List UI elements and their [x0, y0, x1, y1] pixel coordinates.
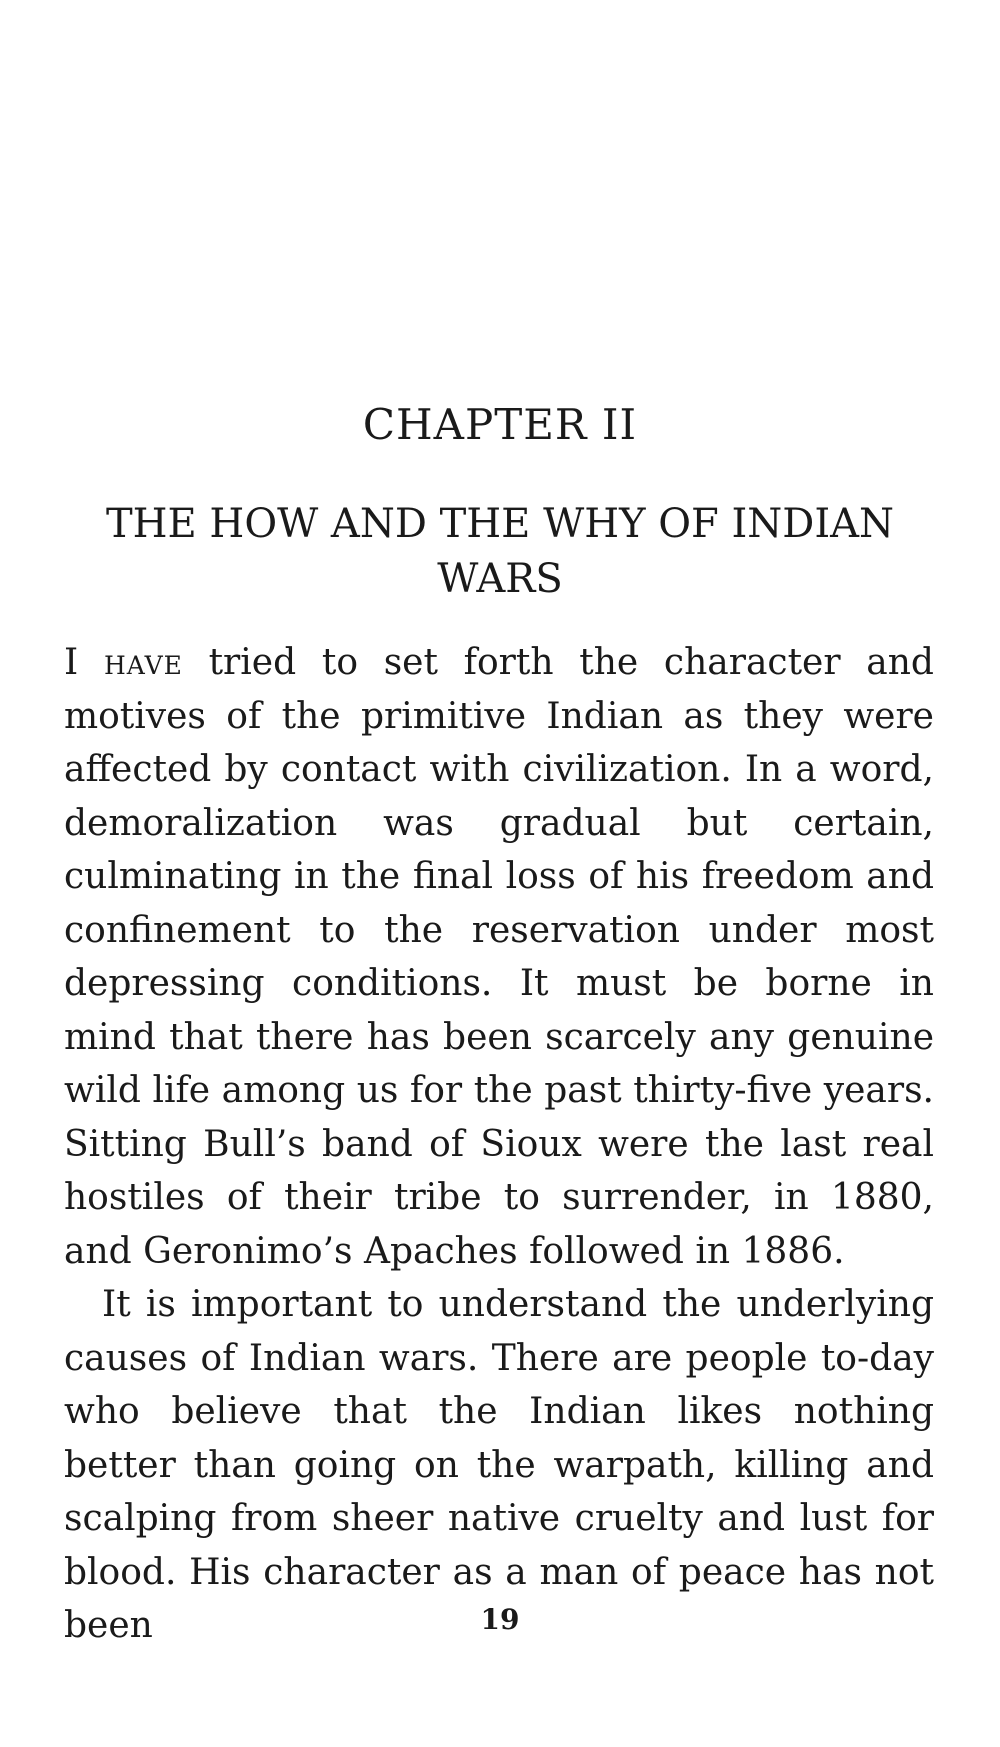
chapter-title-line-1: THE HOW AND THE WHY OF INDIAN: [105, 501, 895, 547]
paragraph-1-initial: I: [64, 642, 79, 683]
chapter-body: [64, 636, 934, 1653]
page-number: 19: [480, 1603, 520, 1636]
paragraph-2: [64, 1278, 934, 1653]
paragraph-2-text: It is important to understand the underlying causes of Indian wars. There are people to-day who believe that the Indian likes nothing better than going on the warpath, killing and scalping from sheer native cruelty and lust for blood. His character as a man of peace has not been: [64, 1284, 934, 1646]
paragraph-1-text: tried to set forth the character and motives of the primitive Indian as they were affected by contact with civilization. In a word, demoralization was gradual but certain, culminating in the final loss of his freedom and confinement to the reservation under most depressing conditions. It must be borne in mind that there has been scarcely any genuine wild life among us for the past thirty-five years. Sitting Bull’s band of Sioux were the last real hostiles of their tribe to surrender, in 1880, and Geronimo’s Apaches followed in 1886.: [64, 642, 934, 1272]
paragraph-1: [64, 636, 934, 1278]
paragraph-1-small-caps: have: [103, 642, 183, 683]
chapter-title-line-2: WARS: [437, 556, 563, 602]
chapter-title: [60, 497, 940, 607]
chapter-number: CHAPTER II: [362, 400, 638, 449]
